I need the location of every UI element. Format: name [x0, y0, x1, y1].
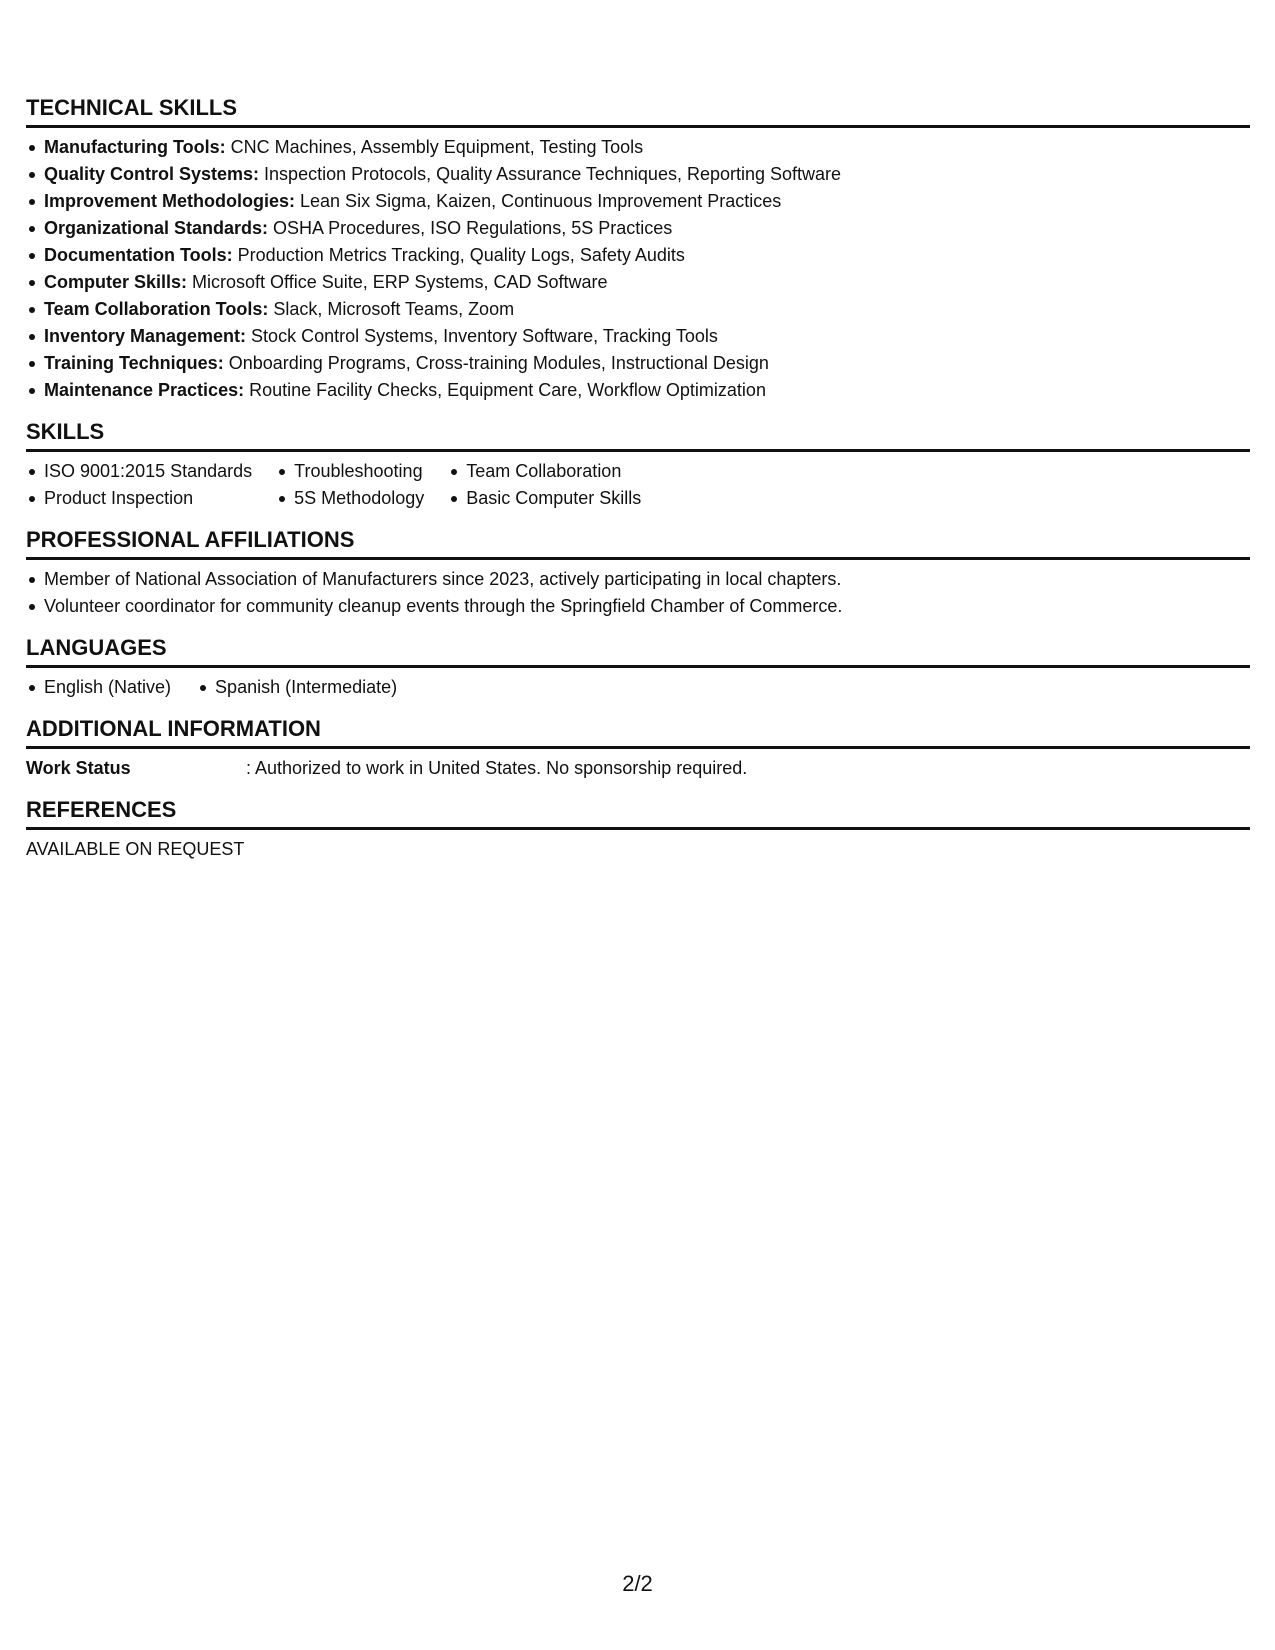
languages-heading: LANGUAGES — [26, 635, 167, 660]
languages-row — [26, 674, 1250, 701]
work-status-label: Work Status — [26, 758, 131, 778]
technical-skills-list — [26, 134, 1250, 404]
affiliations-section — [26, 524, 1250, 620]
skills-heading: SKILLS — [26, 419, 105, 444]
skill-category-label: Manufacturing Tools: — [44, 137, 226, 157]
skills-column — [276, 458, 424, 512]
section-divider — [26, 449, 1250, 452]
skill-category-value: Inspection Protocols, Quality Assurance Techniques, Reporting Software — [259, 164, 842, 184]
section-divider — [26, 665, 1250, 668]
skills-column — [26, 458, 252, 512]
skill-category-value: Production Metrics Tracking, Quality Logs, Safety Audits — [232, 245, 685, 265]
list-item: 5S Methodology — [276, 485, 424, 512]
skill-category-label: Inventory Management: — [44, 326, 247, 346]
additional-info-section — [26, 713, 1250, 782]
page-number: 2/2 — [622, 1571, 653, 1596]
languages-list — [26, 674, 423, 701]
skill-category-value: Lean Six Sigma, Kaizen, Continuous Improvement Practices — [295, 191, 782, 211]
references-heading: REFERENCES — [26, 797, 177, 822]
list-item — [26, 350, 1250, 377]
list-item — [26, 242, 1250, 269]
skill-category-label: Organizational Standards: — [44, 218, 269, 238]
skill-category-label: Team Collaboration Tools: — [44, 299, 269, 319]
list-item: Product Inspection — [26, 485, 252, 512]
affiliations-list — [26, 566, 1250, 620]
section-divider — [26, 125, 1250, 128]
list-item: ISO 9001:2015 Standards — [26, 458, 252, 485]
section-divider — [26, 557, 1250, 560]
skill-category-label: Documentation Tools: — [44, 245, 233, 265]
skill-category-value: Onboarding Programs, Cross-training Modules, Instructional Design — [223, 353, 769, 373]
list-item — [26, 188, 1250, 215]
list-item: Basic Computer Skills — [448, 485, 641, 512]
skill-category-label: Maintenance Practices: — [44, 380, 245, 400]
technical-skills-heading: TECHNICAL SKILLS — [26, 95, 238, 120]
skill-category-value: Stock Control Systems, Inventory Software, Tracking Tools — [246, 326, 718, 346]
resume-page — [26, 92, 1250, 863]
list-item: Troubleshooting — [276, 458, 424, 485]
skill-category-label: Improvement Methodologies: — [44, 191, 296, 211]
technical-skills-section — [26, 92, 1250, 404]
references-section — [26, 794, 1250, 863]
skill-category-value: CNC Machines, Assembly Equipment, Testing Tools — [225, 137, 644, 157]
skill-category-value: OSHA Procedures, ISO Regulations, 5S Practices — [268, 218, 673, 238]
references-text: AVAILABLE ON REQUEST — [26, 839, 245, 859]
list-item — [26, 134, 1250, 161]
languages-section — [26, 632, 1250, 701]
list-item — [26, 161, 1250, 188]
list-item — [26, 323, 1250, 350]
skills-column — [448, 458, 641, 512]
list-item — [26, 377, 1250, 404]
skill-category-value: Slack, Microsoft Teams, Zoom — [268, 299, 515, 319]
skills-section — [26, 416, 1250, 512]
work-status-row — [26, 755, 1250, 782]
list-item: Team Collaboration — [448, 458, 641, 485]
list-item: Spanish (Intermediate) — [197, 674, 397, 701]
list-item: Volunteer coordinator for community cleanup events through the Springfield Chamber of Commerce. — [26, 593, 1250, 620]
skills-grid — [26, 458, 1250, 512]
list-item: Member of National Association of Manufacturers since 2023, actively participating in local chapters. — [26, 566, 1250, 593]
section-divider — [26, 827, 1250, 830]
skill-category-label: Quality Control Systems: — [44, 164, 260, 184]
list-item — [26, 269, 1250, 296]
additional-info-heading: ADDITIONAL INFORMATION — [26, 716, 321, 741]
section-divider — [26, 746, 1250, 749]
skill-category-value: Routine Facility Checks, Equipment Care, Workflow Optimization — [244, 380, 766, 400]
list-item — [26, 215, 1250, 242]
work-status-value: : Authorized to work in United States. No sponsorship required. — [246, 758, 748, 778]
skill-category-label: Computer Skills: — [44, 272, 188, 292]
list-item: English (Native) — [26, 674, 171, 701]
affiliations-heading: PROFESSIONAL AFFILIATIONS — [26, 527, 355, 552]
skill-category-label: Training Techniques: — [44, 353, 224, 373]
list-item — [26, 296, 1250, 323]
skill-category-value: Microsoft Office Suite, ERP Systems, CAD Software — [187, 272, 608, 292]
